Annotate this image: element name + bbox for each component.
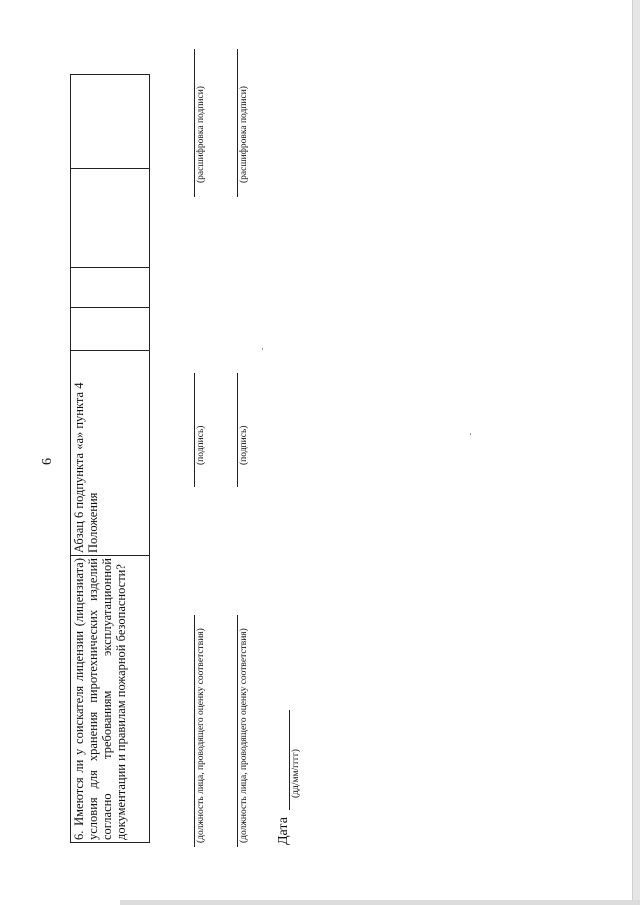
position-caption: (должность лица, проводящего оценку соответствия) <box>196 628 206 843</box>
decode-caption: (расшифровка подписи) <box>239 86 249 183</box>
answer-cell <box>71 268 150 308</box>
position-line <box>237 615 238 847</box>
reference-cell <box>71 351 150 556</box>
decode-caption: (расшифровка подписи) <box>196 86 206 183</box>
date-line <box>289 710 290 810</box>
page-number: 6 <box>40 458 55 465</box>
position-caption: (должность лица, проводящего оценку соответствия) <box>239 628 249 843</box>
position-line <box>194 615 195 847</box>
answer-cell <box>71 308 150 351</box>
question-text: Имеются ли у соискателя лицензии (лицензиата) условия для хранения пиротехнических изделий согласно требованиям эксплуатационной документации и правилам пожарной безопасности? <box>72 558 128 840</box>
table-row <box>71 75 150 843</box>
scan-speck <box>262 348 263 350</box>
signature-line <box>237 373 238 487</box>
scan-speck <box>470 433 471 435</box>
assessment-table <box>70 74 150 843</box>
reference-text: Абзац 6 подпункта «а» пункта 4 Положения <box>72 382 100 553</box>
date-label: Дата <box>276 817 291 845</box>
decode-line <box>237 49 238 197</box>
question-cell <box>71 556 150 843</box>
signature-caption: (подпись) <box>196 425 206 465</box>
signature-line <box>194 373 195 487</box>
answer-cell <box>71 169 150 268</box>
row-number: 6. <box>72 830 86 840</box>
signature-caption: (подпись) <box>239 425 249 465</box>
answer-cell <box>71 75 150 169</box>
decode-line <box>194 49 195 197</box>
date-format-caption: (дд/мм/гггг) <box>291 749 301 798</box>
